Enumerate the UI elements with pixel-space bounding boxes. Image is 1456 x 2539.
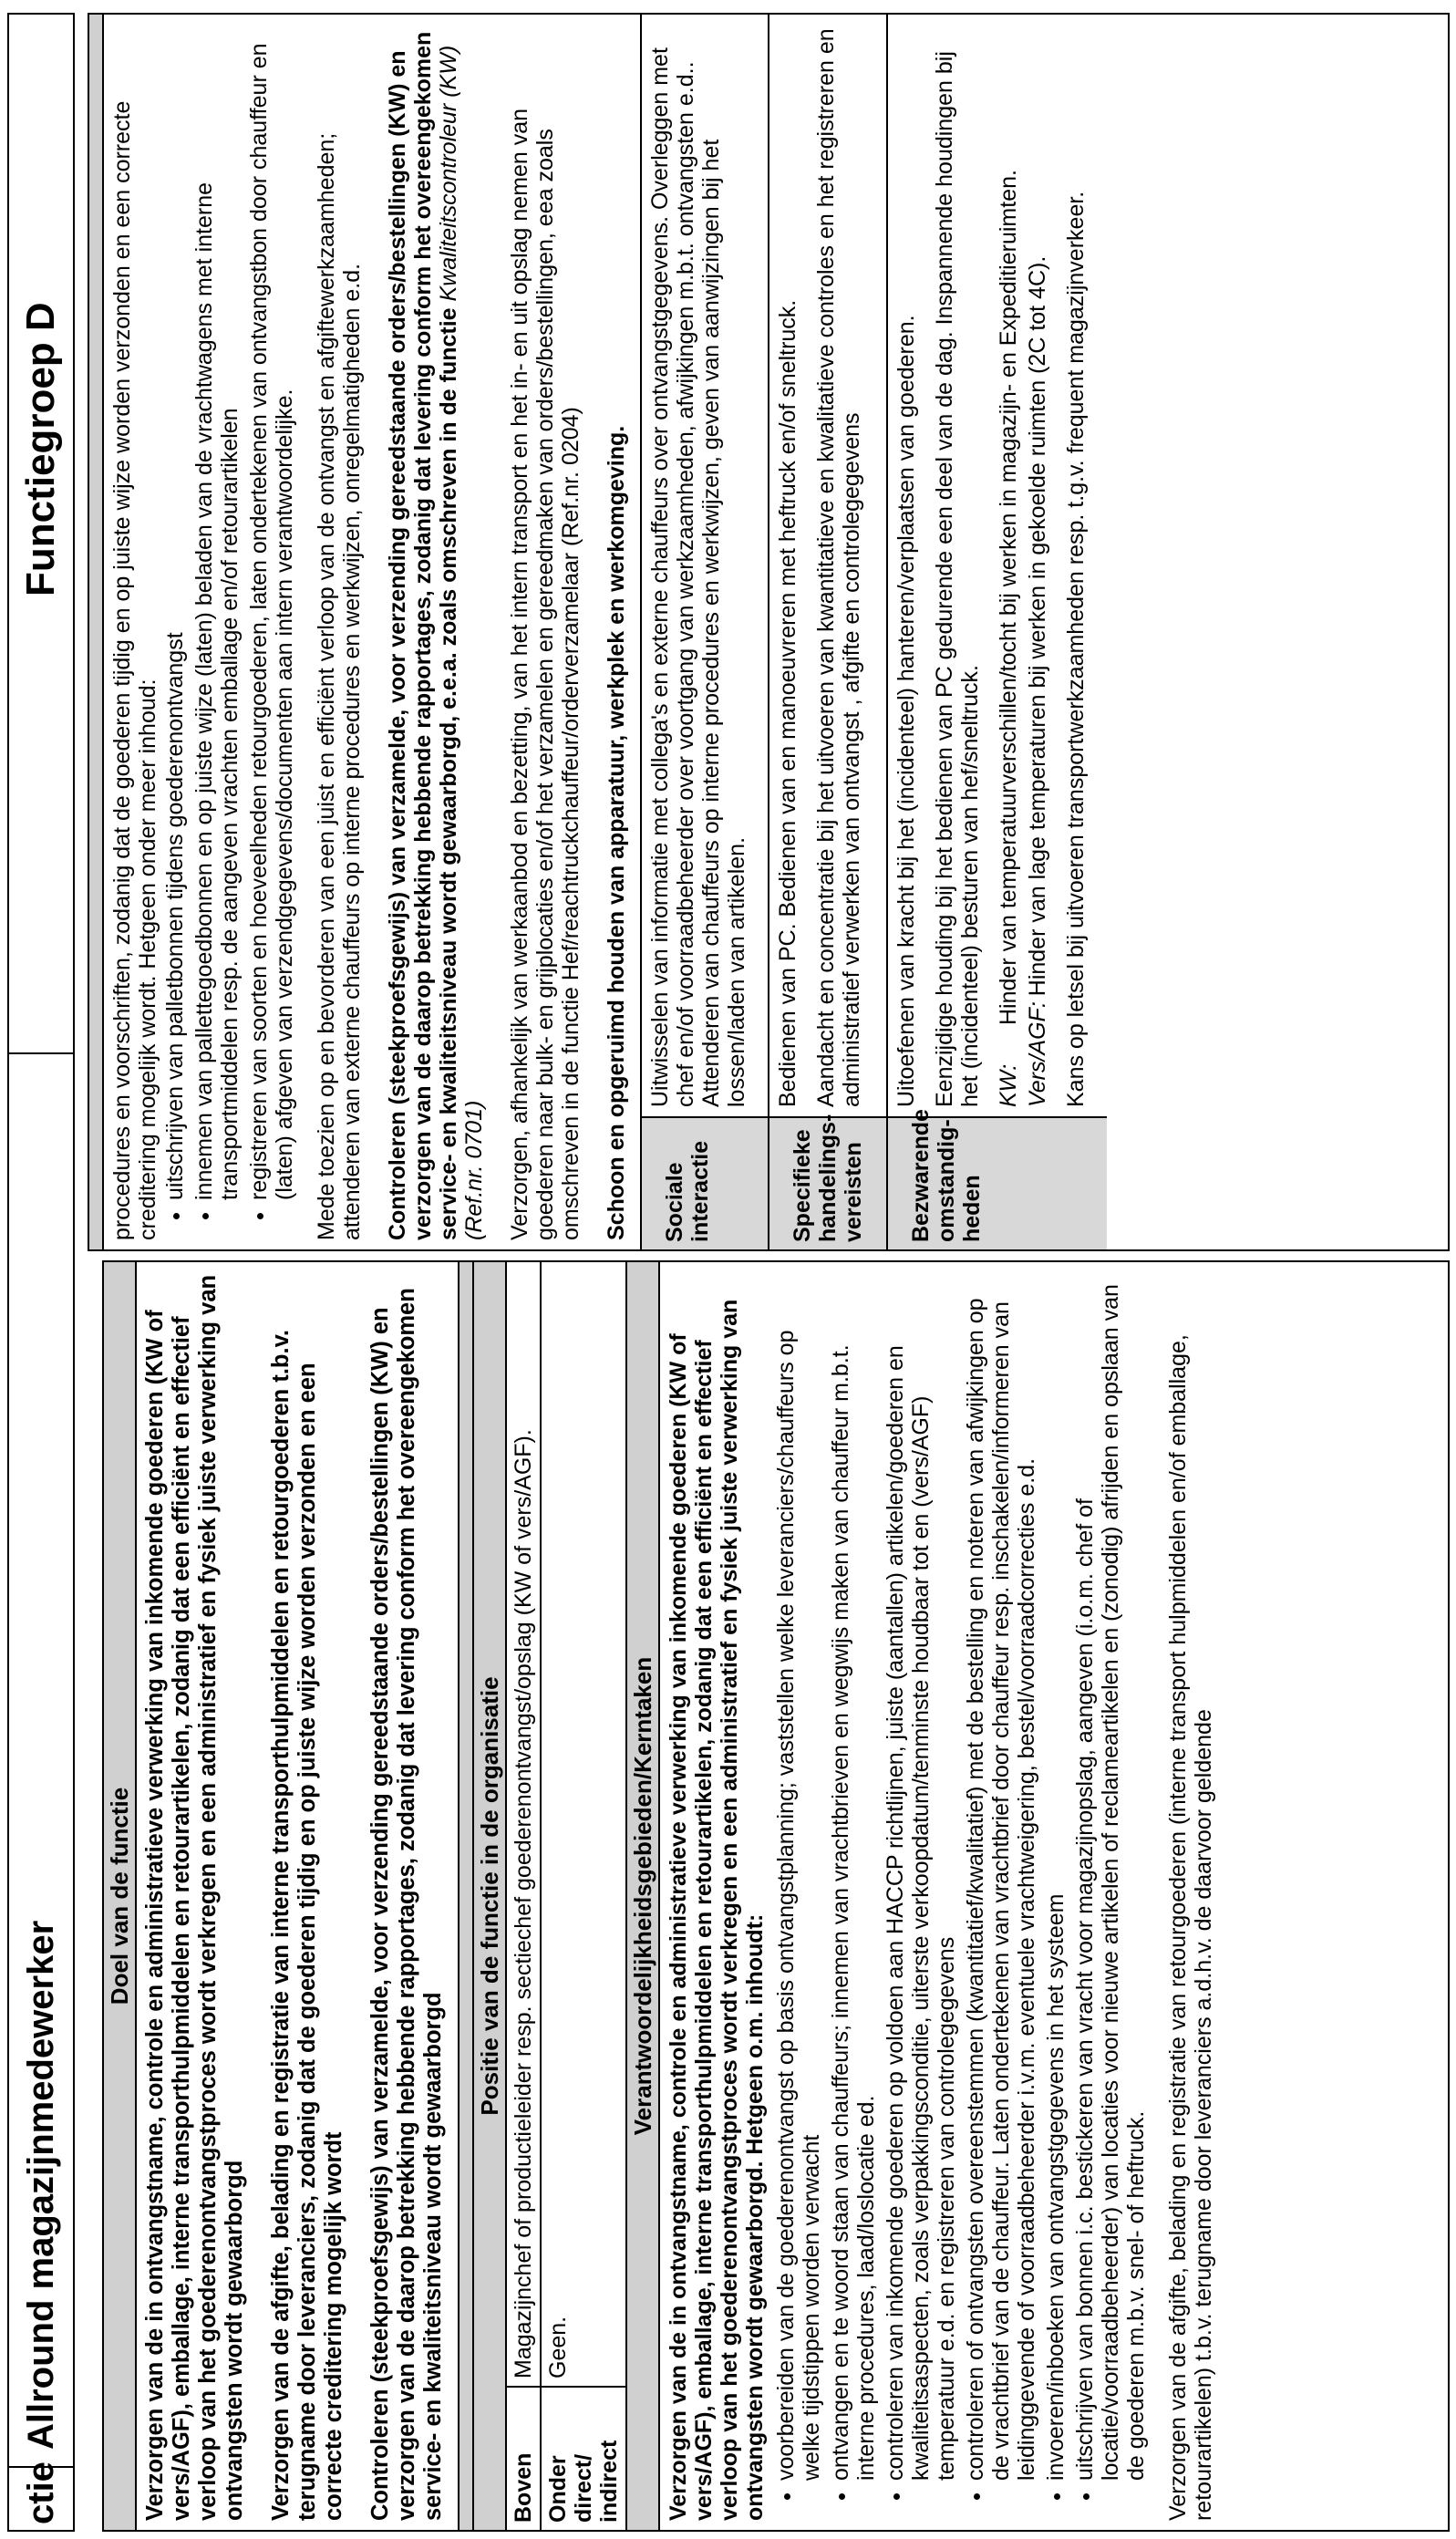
function-group: Functiegroep D [18,302,63,596]
verant-text [660,1262,1242,2530]
list-item: • ontvangen en te woord staan van chauffeurs; innemen van vrachtbrieven en wegwijs maken van chauffeur m.b.t. interne procedures, laad/loslocatie ed. [828,1271,879,2481]
list-item: • uitschrijven van bonnen i.c. bestickeren van vracht voor magazijnopslag, aangeven (i.o.m. chef of locatie/voorraadbeheerder) van locaties voor nieuwe artikelen of reclameartikelen en (zonodig) afrijden en opslaan van de goederen m.b.v. snel- of heftruck. [1072,1271,1149,2481]
controleren-ref: (Ref.nr. 0701) [461,1100,487,1240]
right-panel [88,13,1450,1251]
row-bezwarende-omstandigheden [886,15,1107,1249]
table-row [507,1262,541,2530]
vers-line [1025,24,1050,1107]
table-row [541,1262,626,2530]
list-item: • uitschrijven van palletbonnen tijdens goederenontvangst [162,24,188,1200]
list-item: • controleren van inkomende goederen op voldoen aan HACCP richtlijnen, juiste (aantallen) artikelen/goederen en kwaliteitsaspecten, zoals verpakkingsconditie, uiterste verkoopdatum/tenminste houdbaar tot en (vers/AGF) temperatuur e.d. en registreren van controlegegevens [883,1271,959,2481]
header-band [7,13,75,2532]
vers-label: Vers/AGF: [1025,1001,1050,1107]
controleren-function: Kwaliteitscontroleur (KW) [436,45,461,302]
list-item: • voorbereiden van de goederenontvangst op basis ontvangstplanning; vaststellen welke leveranciers/chauffeurs op welke tijdstippen worden verwacht [773,1271,824,2481]
row-paragraph: Aandacht en concentratie bij het uitvoeren van kwantitatieve en kwalitatieve controles en het registreren en administratief verwerken van ontvangst , afgifte en controlegegevens [813,28,864,1107]
row-specifieke-handelingsvereisten [768,15,886,1249]
kw-line [996,24,1021,1107]
doel-text [137,1262,458,2530]
continued-text [104,15,640,1249]
controleren-bold: Controleren (steekproefsgewijs) van verzamelde, voor verzending gereedstaande orders/bestellingen (KW) en verzorgen van de daarop betrekking hebbende rapportages, zodanig dat levering conform het overeengekomen service- en kwaliteitsniveau wordt gewaarborgd, e.e.a. zoals omschreven in de functie [385,31,461,1240]
divider [89,15,104,1249]
cont-intro: procedures en voorschriften, zodanig dat de goederen tijdig en op juiste wijze worden verzonden en een correcte creditering mogelijk wordt. Hetgeen onder meer inhoud: [109,100,160,1240]
row-sociale-interactie [640,15,768,1249]
job-title: Allround magazijnmedewerker [9,1052,73,2466]
position-key: Onder direct/ indirect [541,2387,626,2530]
vers-text: Hinder van lage temperaturen bij werken in gekoelde ruimten (2C tot 4C). [1025,255,1050,997]
row-paragraph: Bedienen van PC. Bedienen van en manoeuvreren met heftruck en/of sneltruck. [775,299,800,1107]
row-paragraph: Uitwisselen van informatie met collega's en externe chauffeurs over ontvangstgegevens. Overleggen met chef en/of voorraadbeheerder over voortgang van werkzaamheden, afwijkingen m.b.t. ontvangsten e.d.. Attenderen van chauffeurs op interne procedures en werkwijzen, geven van aanwijzingen bij het lossen/laden van artikelen. [647,47,749,1107]
position-key: Boven [507,2387,541,2530]
row-paragraph: Eenzijdige houding bij het bedienen van PC gedurende een deel van de dag. Inspannende houdingen bij het (incidenteel) besturen van hef/sneltruck. [932,51,983,1107]
row-paragraph: Kans op letsel bij uitvoeren transportwerkzaamheden resp. t.g.v. frequent magazijnverkeer. [1063,191,1089,1107]
toezien-paragraph: Mede toezien op en bevorderen van een juist en efficiënt verloop van de ontvangst en afgiftewerkzaamheden; attenderen van externe chauffeurs op interne procedures en werkwijzen, onregelmatigheden e.d. [314,132,365,1240]
kw-label: KW: [996,1063,1021,1107]
divider [458,1262,474,2530]
doel-paragraph: Verzorgen van de in ontvangstname, controle en administratieve verwerking van inkomende goederen (KW of vers/AGF), emballage, interne transporthulpmiddelen en retourartikelen, zodanig dat een efficiënt en effectief verloop van het goederenontvangstproces wordt verkregen en een administratief en fysiek juiste verwerking van ontvangsten wordt gewaarborgd [142,1274,247,2521]
section-heading-positie: Positie van de functie in de organisatie [474,1262,507,2530]
position-value: Magazijnchef of productieleider resp. sectiechef goederenontvangst/opslag (KW of vers/AGF). [507,1262,541,2387]
schoon-paragraph: Schoon en opgeruimd houden van apparatuur, werkplek en werkomgeving. [604,425,629,1240]
row-label: Sociale interactie [642,1116,768,1249]
list-item: • controleren of ontvangsten overeenstemmen (kwantitatief/kwalitatief) met de bestelling en noteren van afwijkingen op de vrachtbrief van de chauffeur. Laten ondertekenen van vrachtbrief door chauffeur resp. inschakelen/informeren van leidinggevende of voorraadbeheerder i.v.m. eventuele vrachtweigering, bestel/voorraadcorrecties e.d. [963,1271,1039,2481]
list-item: • innemen van pallettegoedbonnen en op juiste wijze (laten) beladen van de vrachtwagens met interne transportmiddelen resp. de aangeven vrachten emballage en/of retourartikelen [191,24,243,1200]
kw-text: Hinder van temperatuurverschillen/tocht bij werken in magazijn- en Expeditieruimten. [996,170,1021,1025]
list-item: • registreren van soorten en hoeveelheden retourgoederen, laten ondertekenen van ontvangstbon door chauffeur en (laten) afgeven van verzendgegevens/documenten aan intern verantwoordelijke. [246,24,297,1200]
cont-list [162,24,297,1240]
section-heading-doel: Doel van de functie [104,1262,137,2530]
doel-paragraph: Verzorgen van de afgifte, belading en registratie van interne transporthulpmiddelen en retourgoederen t.b.v. terugname door leveranciers, zodanig dat de goederen tijdig en op juiste wijze worden verzonden en een correcte creditering mogelijk wordt [268,1330,346,2521]
verant-tail: Verzorgen van de afgifte, belading en registratie van retourgoederen (interne transport hulpmiddelen en/of emballage, retourartikelen) t.b.v. terugname door leveranciers a.d.h.v. de daarvoor geldende [1165,1334,1216,2521]
row-label: Specifieke handelings-vereisten [769,1116,886,1249]
list-item: • invoeren/inboeken van ontvangstgegevens in het systeem [1043,1271,1069,2481]
row-value [642,15,768,1116]
section-heading-verantwoordelijkheden: Verantwoordelijkheidsgebieden/Kerntaken [627,1262,660,2530]
doel-paragraph: Controleren (steekproefsgewijs) van verzamelde, voor verzending gereedstaande orders/bestellingen (KW) en verzorgen van de daarop betrekking hebbende rapportages, zodanig dat levering conform het overeengekomen service- en kwaliteitsniveau wordt gewaarborgd [367,1288,446,2521]
position-table [507,1262,627,2530]
position-value: Geen. [541,1262,626,2387]
row-value [888,15,1107,1116]
row-label: Bezwarende omstandig-heden [888,1116,1107,1249]
left-panel [102,1260,1450,2532]
verzorgen-paragraph: Verzorgen, afhankelijk van werkaanbod en bezetting, van het intern transport en het in- en uit opslag nemen van goederen naar bulk- en grijplocaties en/of het verzamelen en gereedmaken van orders/bestellingen, eea zoals omschreven in de functie Hef/reachtruckchauffeur/orderverzamelaar (Ref.nr. 0204) [507,108,583,1240]
verant-intro: Verzorgen van de in ontvangstname, controle en administratieve verwerking van inkomende goederen (KW of vers/AGF), emballage, interne transporthulpmiddelen en retourartikelen, zodanig dat een efficiënt en effectief verloop van het goederenontvangstproces wordt verkregen en een administratief en fysiek juiste verwerking van ontvangsten wordt gewaarborgd. Hetgeen o.m. inhoudt: [666,1299,768,2521]
header-fragment: ctie [9,2466,73,2530]
row-paragraph: Uitoefenen van kracht bij het (incidenteel) hanteren/verplaatsen van goederen. [893,315,919,1107]
verant-list [773,1271,1149,2521]
row-value [769,15,886,1116]
controleren-paragraph [385,24,487,1240]
